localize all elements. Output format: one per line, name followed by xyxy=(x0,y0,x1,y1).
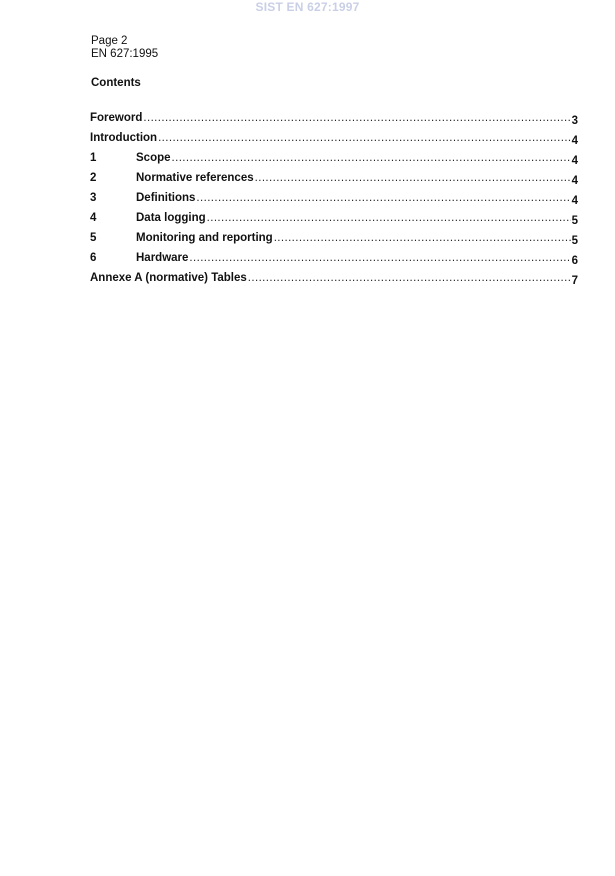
watermark-text: SIST EN 627:1997 xyxy=(255,0,360,14)
toc-page-number: 4 xyxy=(571,155,578,167)
toc-title: Annexe A (normative) Tables xyxy=(90,272,247,284)
toc-section-number: 4 xyxy=(90,212,97,224)
page-number: Page 2 xyxy=(91,35,128,47)
toc-entry-hardware[interactable] xyxy=(90,250,578,267)
toc-title: Monitoring and reporting xyxy=(136,232,273,244)
toc-entry-definitions[interactable] xyxy=(90,190,578,207)
toc-title: Hardware xyxy=(136,252,189,264)
toc-section-number: 2 xyxy=(90,172,97,184)
toc-entry-data-logging[interactable] xyxy=(90,210,578,227)
toc-leader-dots xyxy=(255,172,571,184)
toc-page-number: 7 xyxy=(571,275,578,287)
standard-id: EN 627:1995 xyxy=(91,48,159,60)
toc-title: Normative references xyxy=(136,172,254,184)
page-header xyxy=(91,35,158,61)
toc-title: Introduction xyxy=(90,132,158,144)
toc-section-number: 1 xyxy=(90,152,97,164)
toc-leader-dots xyxy=(207,212,571,224)
toc-entry-monitoring-and-reporting[interactable] xyxy=(90,230,578,247)
toc-title: Scope xyxy=(136,152,171,164)
toc-leader-dots xyxy=(143,112,570,124)
contents-heading: Contents xyxy=(91,77,141,89)
toc-leader-dots xyxy=(158,132,571,144)
toc-entry-scope[interactable] xyxy=(90,150,578,167)
toc-page-number: 4 xyxy=(571,195,578,207)
toc-page-number: 5 xyxy=(571,215,578,227)
toc-section-number: 6 xyxy=(90,252,97,264)
toc-page-number: 6 xyxy=(571,255,578,267)
toc-page-number: 3 xyxy=(571,115,578,127)
toc-section-number: 3 xyxy=(90,192,97,204)
toc-leader-dots xyxy=(172,152,571,164)
toc-entry-foreword[interactable] xyxy=(90,110,578,127)
toc-page-number: 4 xyxy=(571,135,578,147)
toc-leader-dots xyxy=(196,192,570,204)
toc-page-number: 5 xyxy=(571,235,578,247)
toc-title: Foreword xyxy=(90,112,143,124)
toc-title: Definitions xyxy=(136,192,196,204)
toc-leader-dots xyxy=(248,272,571,284)
toc-leader-dots xyxy=(189,252,570,264)
toc-entry-annexe-a[interactable] xyxy=(90,270,578,287)
toc-title: Data logging xyxy=(136,212,206,224)
toc-leader-dots xyxy=(274,232,571,244)
toc-section-number: 5 xyxy=(90,232,97,244)
toc-entry-normative-references[interactable] xyxy=(90,170,578,187)
toc-page-number: 4 xyxy=(571,175,578,187)
toc-entry-introduction[interactable] xyxy=(90,130,578,147)
